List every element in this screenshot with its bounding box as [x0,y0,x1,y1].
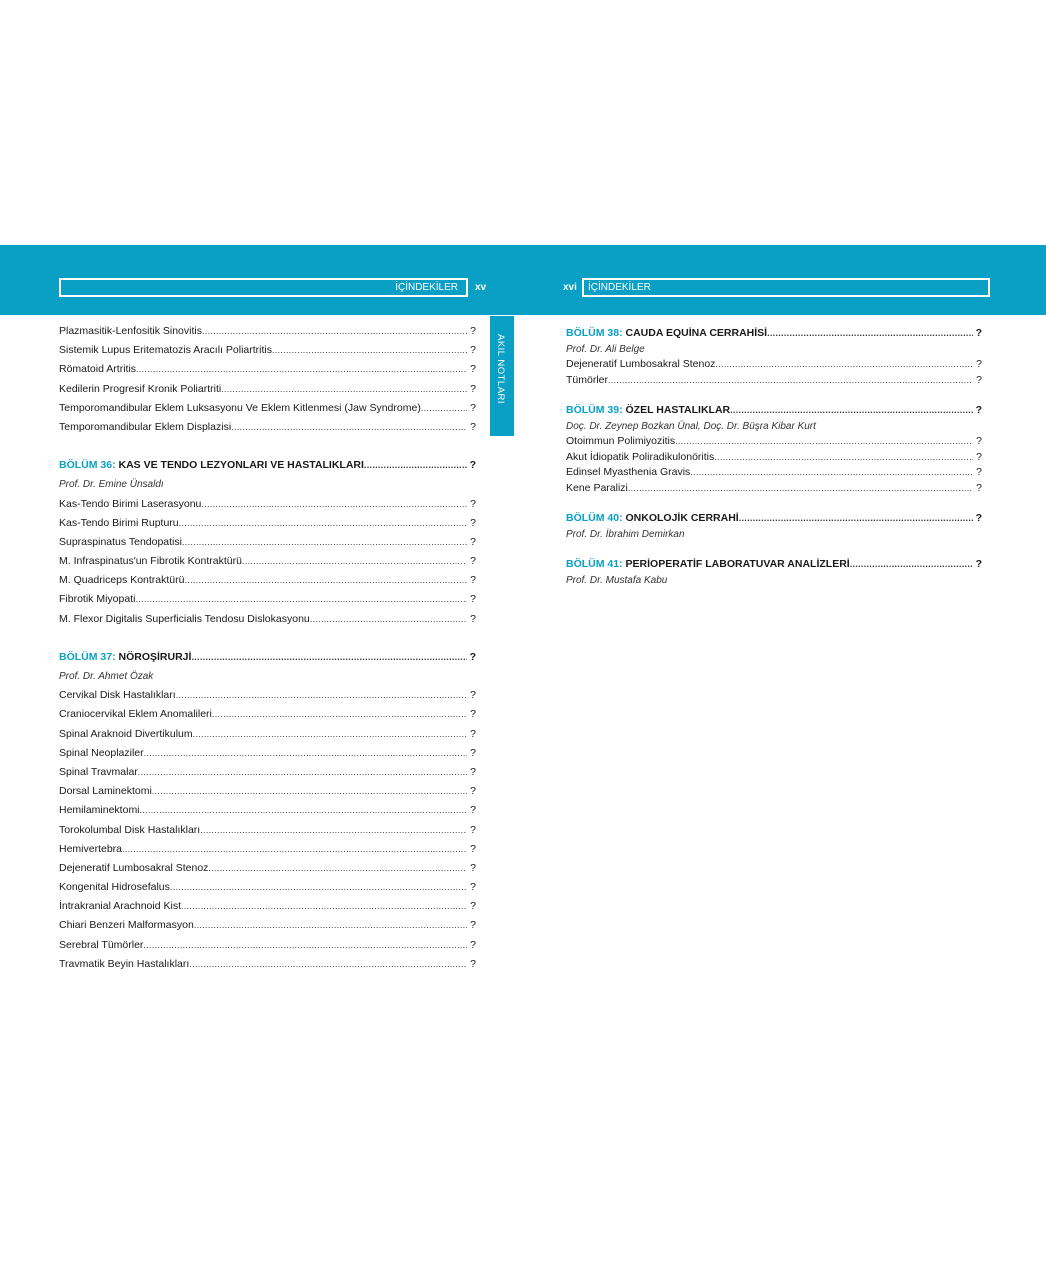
page-ref: ? [470,535,476,548]
dot-leader [194,916,467,935]
dot-leader [715,357,973,373]
toc-entry [59,763,476,782]
toc-entry [59,590,476,609]
intro-list [59,322,476,437]
chapter-40 [566,511,982,542]
page-ref: ? [975,327,982,339]
dot-leader [690,465,973,481]
toc-entry [59,610,476,629]
chapter-title [59,456,364,475]
dot-leader [184,571,467,590]
entry-title: Supraspinatus Tendopatisi [59,535,182,548]
page-ref: ? [975,512,982,524]
chapter-name: PERİOPERATİF LABORATUVAR ANALİZLERİ [625,558,850,570]
toc-entry [59,840,476,859]
dot-leader [152,782,467,801]
entry-title: Kedilerin Progresif Kronik Poliartriti [59,382,222,395]
entry-title: Torokolumbal Disk Hastalıkları [59,823,201,836]
dot-leader [730,403,972,419]
page-ref: ? [470,708,476,721]
toc-entry [59,360,476,379]
page-ref: ? [976,435,982,447]
page-ref: ? [470,555,476,568]
entry-title: Hemivertebra [59,842,123,855]
chapter-41 [566,557,982,588]
entry-title: Cervikal Disk Hastalıkları [59,689,176,702]
page-ref: ? [470,919,476,932]
toc-entry [59,916,476,935]
dot-leader [182,533,467,552]
dot-leader [144,744,468,763]
chapter-author: Doç. Dr. Zeynep Bozkan Ünal, Doç. Dr. Büşra Kibar Kurt [566,420,816,432]
right-toc-column [566,326,982,588]
page-ref: ? [470,823,476,836]
chapter-37 [59,648,476,974]
toc-entry [566,465,982,481]
chapter-title [566,326,767,342]
chapter-number: BÖLÜM 37: [59,650,116,663]
chapter-name: KAS VE TENDO LEZYONLARI VE HASTALIKLARI [118,459,364,472]
dot-leader [136,360,467,379]
chapter-title [566,511,739,527]
entry-title: M. Infraspinatus'un Fibrotik Kontraktürü [59,555,242,568]
entry-title: Craniocervikal Eklem Anomalileri [59,708,212,721]
dot-leader [231,418,467,437]
toc-entry [566,373,982,389]
entry-title: Spinal Araknoid Divertikulum [59,727,193,740]
chapter-number: BÖLÜM 38: [566,327,623,339]
dot-leader [628,481,973,497]
chapter-name: CAUDA EQUİNA CERRAHİSİ [625,327,768,339]
dot-leader [212,705,467,724]
toc-entry [59,897,476,916]
toc-entry [59,399,476,418]
toc-entry [59,955,476,974]
dot-leader [189,955,467,974]
toc-entry [59,514,476,533]
page-ref: ? [470,420,476,433]
dot-leader [138,763,467,782]
entry-title: M. Quadriceps Kontraktürü [59,574,185,587]
toc-entry [59,936,476,955]
dot-leader [140,801,468,820]
dot-leader [310,610,467,629]
toc-entry [59,533,476,552]
entry-title: Dejeneratif Lumbosakral Stenoz [59,861,209,874]
dot-leader [176,686,467,705]
page-ref: ? [470,842,476,855]
side-tab-label: AKIL NOTLARI [495,334,506,405]
toc-entry [59,725,476,744]
page-ref: ? [470,861,476,874]
page-ref: ? [469,459,476,472]
chapter-title [59,648,191,667]
chapter-36 [59,456,476,629]
page-ref: ? [470,593,476,606]
chapter-number: BÖLÜM 41: [566,558,623,570]
toc-entry [59,744,476,763]
dot-leader [272,341,467,360]
toc-entry [59,380,476,399]
dot-leader [135,590,467,609]
chapter-heading [59,456,476,475]
page-ref: ? [470,401,476,414]
entry-title: Sistemik Lupus Eritematozis Aracılı Poliartritis [59,344,272,357]
chapter-name: NÖROŞİRURJİ [118,650,192,663]
chapter-name: ONKOLOJİK CERRAHİ [625,512,739,524]
page-ref: ? [976,466,982,478]
entry-title: Akut İdiopatik Poliradikulonöritis [566,450,715,463]
chapter-heading [566,511,982,527]
dot-leader [179,514,468,533]
chapter-heading [566,403,982,419]
entry-title: Kene Paralizi [566,481,628,494]
dot-leader [675,434,973,450]
page-ref: ? [976,450,982,463]
chapter-title [566,557,850,573]
entry-title: M. Flexor Digitalis Superficialis Tendosu Dislokasyonu [59,612,310,625]
chapter-title [566,403,730,419]
toc-entry [566,481,982,497]
dot-leader [714,450,973,466]
toc-entry [59,859,476,878]
dot-leader [421,399,467,418]
chapter-author: Prof. Dr. Ali Belge [566,343,645,355]
dot-leader [181,897,467,916]
entry-title: Temporomandibular Eklem Luksasyonu Ve Eklem Kitlenmesi (Jaw Syndrome) [59,401,421,414]
page-ref: ? [470,900,476,913]
left-page-number: xv [475,282,487,293]
right-page-number: xvi [563,282,577,293]
chapter-38 [566,326,982,388]
page-ref: ? [976,481,982,494]
chapter-39 [566,403,982,496]
toc-entry [566,434,982,450]
dot-leader [202,322,467,341]
left-running-header: İÇİNDEKİLER [59,278,468,297]
page-ref: ? [470,765,476,778]
page-ref: ? [470,612,476,625]
dot-leader [208,859,467,878]
chapter-author: Prof. Dr. Ahmet Özak [59,671,154,682]
right-running-header: İÇİNDEKİLER [582,278,990,297]
toc-entry [59,495,476,514]
dot-leader [191,648,466,667]
chapter-heading [566,557,982,573]
entry-title: Fibrotik Miyopati [59,593,136,606]
page-ref: ? [470,881,476,894]
toc-entry [59,418,476,437]
entry-title: Travmatik Beyin Hastalıkları [59,957,190,970]
entry-title: Plazmasitik-Lenfositik Sinovitis [59,325,202,337]
page-ref: ? [470,574,476,587]
page-ref: ? [470,382,476,395]
entry-title: Tümörler [566,373,609,386]
toc-entry [59,341,476,360]
page-ref: ? [470,344,476,357]
toc-entry [59,571,476,590]
page-ref: ? [976,373,982,386]
dot-leader [221,380,467,399]
toc-entry [59,878,476,897]
dot-leader [739,511,973,527]
page-ref: ? [470,325,476,337]
toc-entry [59,705,476,724]
page-ref: ? [470,804,476,817]
dot-leader [850,557,973,573]
chapter-heading [59,648,476,667]
toc-entry [59,322,476,341]
entry-title: Chiari Benzeri Malformasyon [59,919,194,932]
chapter-number: BÖLÜM 39: [566,404,623,416]
page-ref: ? [975,558,982,570]
dot-leader [170,878,467,897]
page-ref: ? [470,957,476,970]
page-ref: ? [975,404,982,416]
toc-entry [59,782,476,801]
dot-leader [242,552,467,571]
entry-title: Kongenital Hidrosefalus [59,881,170,894]
entry-title: Otoimmun Polimiyozitis [566,435,676,447]
chapter-author: Prof. Dr. Mustafa Kabu [566,574,668,586]
chapter-author: Prof. Dr. Emine Ünsaldı [59,479,164,491]
toc-entry [59,552,476,571]
chapter-number: BÖLÜM 36: [59,459,116,472]
dot-leader [193,725,468,744]
page-ref: ? [470,727,476,740]
entry-title: Temporomandibular Eklem Displazisi [59,420,232,433]
entry-title: Dorsal Laminektomi [59,785,152,798]
page-ref: ? [470,689,476,702]
dot-leader [364,456,467,475]
page-ref: ? [469,650,476,663]
dot-leader [608,373,973,389]
dot-leader [200,821,467,840]
entry-title: Spinal Travmalar [59,765,138,778]
dot-leader [767,326,973,342]
page-ref: ? [470,497,476,510]
entry-title: Kas-Tendo Birimi Rupturu [59,516,179,529]
page-ref: ? [470,516,476,529]
left-toc-column [59,322,476,974]
chapter-name: ÖZEL HASTALIKLAR [625,404,731,416]
entry-title: Hemilaminektomi [59,804,140,817]
dot-leader [143,936,467,955]
page-ref: ? [470,746,476,759]
dot-leader [201,495,467,514]
toc-entry [59,801,476,820]
entry-title: Dejeneratif Lumbosakral Stenoz [566,358,716,370]
toc-entry [59,686,476,705]
page-ref: ? [470,938,476,951]
dot-leader [122,840,467,859]
chapter-author: Prof. Dr. İbrahim Demirkan [566,528,685,540]
toc-entry [566,357,982,373]
page-ref: ? [470,785,476,798]
page-ref: ? [976,358,982,370]
entry-title: Spinal Neoplaziler [59,746,144,759]
chapter-heading [566,326,982,342]
entry-title: Edinsel Myasthenia Gravis [566,466,691,478]
entry-title: İntrakranial Arachnoid Kist [59,900,181,913]
chapter-number: BÖLÜM 40: [566,512,623,524]
entry-title: Kas-Tendo Birimi Laserasyonu [59,497,202,510]
toc-entry [59,821,476,840]
page-ref: ? [470,363,476,376]
toc-entry [566,450,982,466]
side-tab [490,316,514,436]
entry-title: Serebral Tümörler [59,938,144,951]
entry-title: Römatoid Artritis [59,363,137,376]
